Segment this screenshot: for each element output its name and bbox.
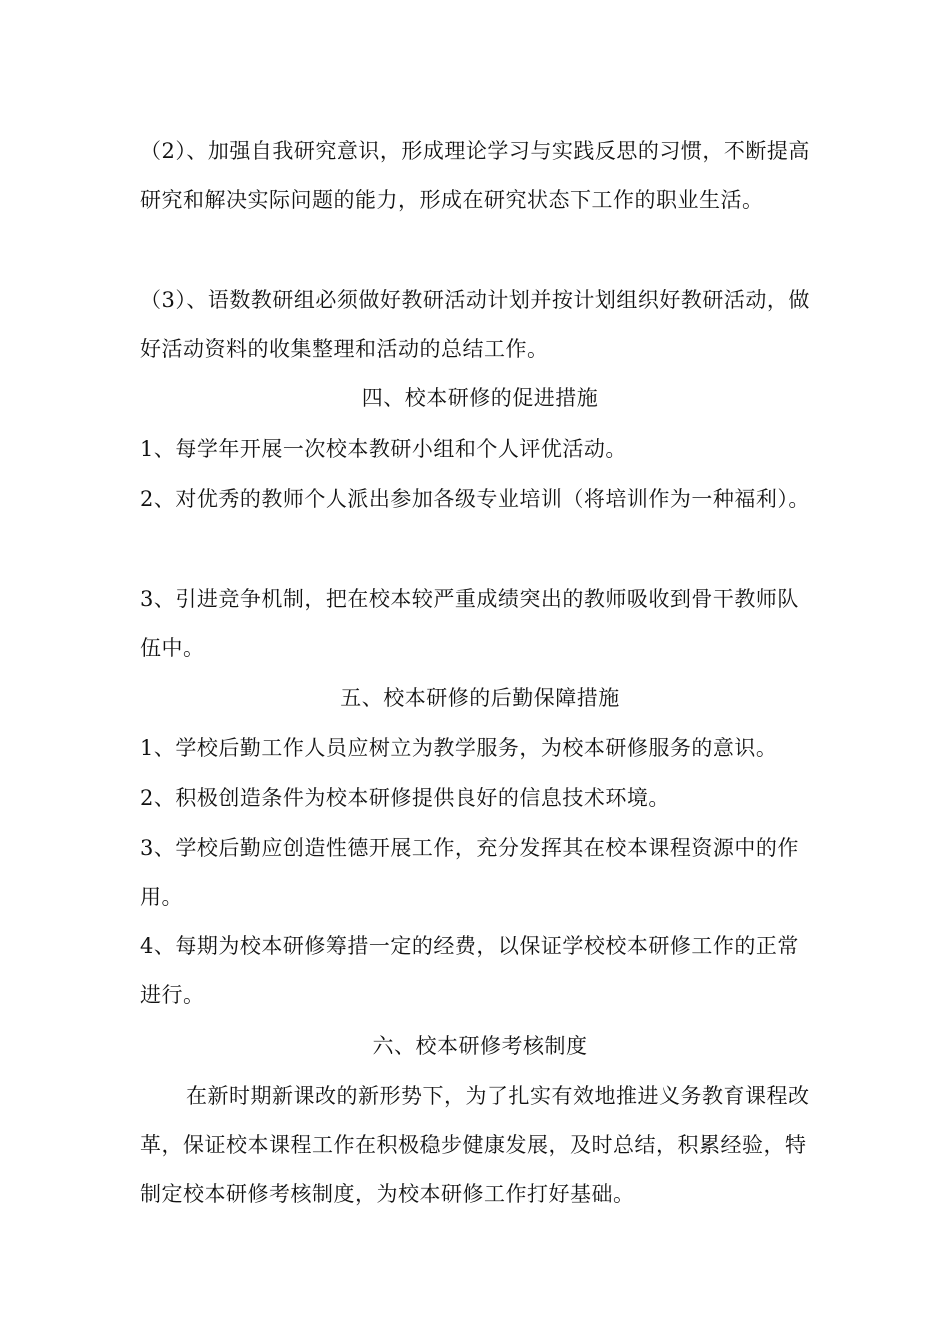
section4-item-1: 1、每学年开展一次校本教研小组和个人评优活动。: [140, 437, 627, 461]
paragraph-item-3: （3）、语数教研组必须做好教研活动计划并按计划组织好教研活动，做好活动资料的收集整理和活动的总结工作。: [140, 288, 810, 361]
section4-item-3: 3、引进竞争机制，把在校本较严重成绩突出的教师吸收到骨干教师队伍中。: [140, 587, 799, 660]
section4-item-2: 2、对优秀的教师个人派出参加各级专业培训（将培训作为一种福利）。: [140, 487, 810, 511]
section-heading-4: 四、校本研修的促进措施: [361, 386, 599, 410]
section-heading-5: 五、校本研修的后勤保障措施: [340, 686, 620, 710]
section6-body: 在新时期新课改的新形势下，为了扎实有效地推进义务教育课程改革，保证校本课程工作在积极稳步健康发展，及时总结，积累经验，特制定校本研修考核制度，为校本研修工作打好基础。: [140, 1084, 810, 1206]
section-heading-6: 六、校本研修考核制度: [372, 1034, 588, 1058]
paragraph-item-2: （2）、加强自我研究意识，形成理论学习与实践反思的习惯，不断提高研究和解决实际问题的能力，形成在研究状态下工作的职业生活。: [140, 139, 810, 212]
section5-item-2: 2、积极创造条件为校本研修提供良好的信息技术环境。: [140, 786, 670, 810]
section5-item-1: 1、学校后勤工作人员应树立为教学服务，为校本研修服务的意识。: [140, 736, 778, 760]
section5-item-4: 4、每期为校本研修筹措一定的经费，以保证学校校本研修工作的正常进行。: [140, 934, 799, 1007]
section5-item-3: 3、学校后勤应创造性德开展工作，充分发挥其在校本课程资源中的作用。: [140, 836, 799, 909]
